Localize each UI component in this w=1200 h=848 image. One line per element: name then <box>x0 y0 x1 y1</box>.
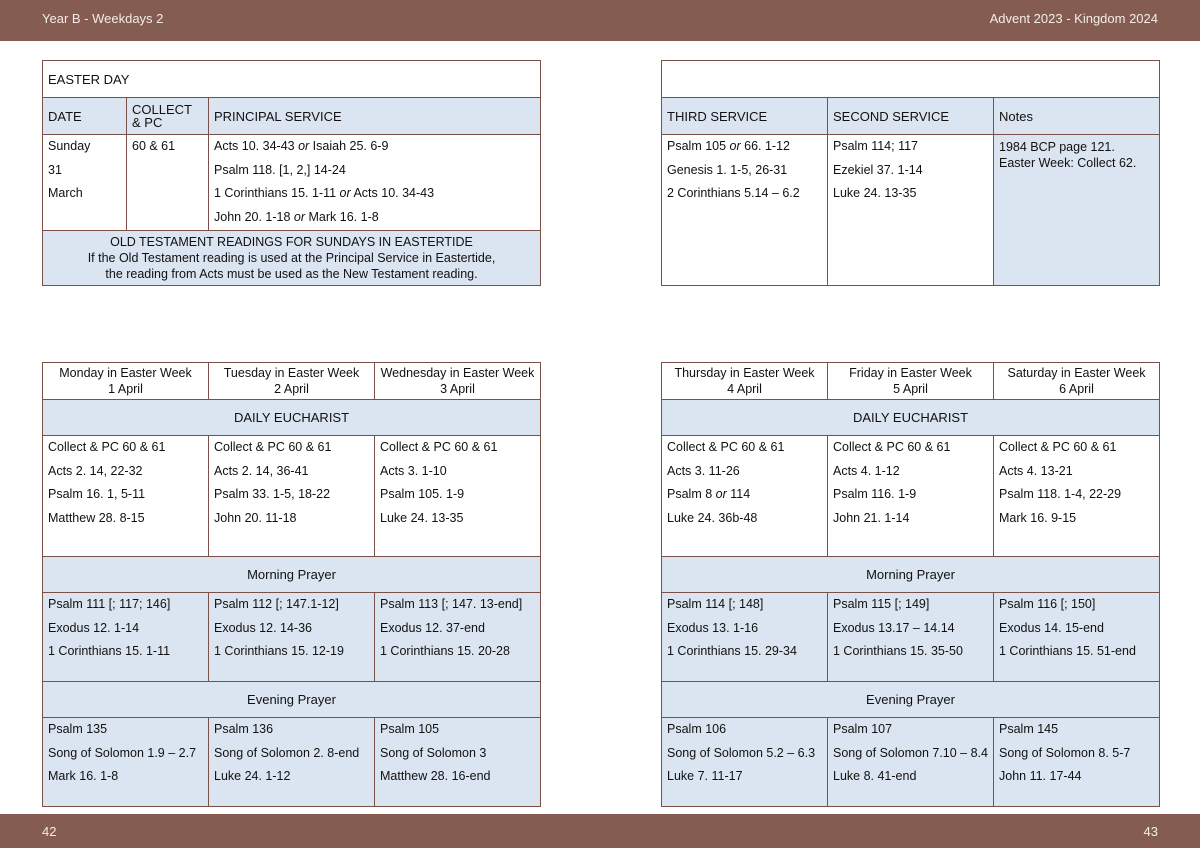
text-line: Psalm 118. [1, 2,] 14-24 <box>214 162 346 177</box>
section-daily-eucharist: DAILY EUCHARIST <box>662 400 1160 436</box>
reading-line: Luke 24. 13-35 <box>833 186 917 200</box>
text-line: Psalm 112 [; 147.1-12] <box>214 597 339 611</box>
eucharist-cell-saturday <box>994 436 1160 557</box>
text-line: OLD TESTAMENT READINGS FOR SUNDAYS IN EASTERTIDE <box>110 235 473 249</box>
text-line: Acts 10. 34-43 <box>214 139 299 153</box>
text-line: Exodus 13. 1-16 <box>667 620 759 635</box>
text-line: Isaiah 25. 6-9 <box>309 139 389 153</box>
reading-line <box>214 159 535 183</box>
text-line: If the Old Testament reading is used at the Principal Service in Eastertide, <box>87 251 496 265</box>
morning-cell-wednesday <box>375 593 541 682</box>
eucharist-cell-thursday <box>662 436 828 557</box>
evening-cell-friday <box>828 718 994 807</box>
header-left-title: Year B - Weekdays 2 <box>42 11 164 26</box>
text-line: Song of Solomon 1.9 – 2.7 <box>48 745 197 760</box>
collect-number: 60 & 61 <box>132 139 176 153</box>
date-weekday: Sunday <box>48 139 91 153</box>
text-line: Acts 2. 14, 22-32 <box>48 463 143 478</box>
reading-line: Psalm 114; 117 <box>833 139 919 153</box>
text-line: or <box>729 139 741 153</box>
page-number-left: 42 <box>42 824 57 839</box>
text-line: Exodus 12. 14-36 <box>214 620 312 635</box>
text-line: or <box>715 487 727 501</box>
text-line: 1 Corinthians 15. 51-end <box>999 644 1136 658</box>
text-line: or <box>293 209 306 224</box>
empty-title-cell <box>662 61 1160 98</box>
text-line: Collect & PC 60 & 61 <box>380 440 498 454</box>
text-line: Psalm 116. 1-9 <box>833 487 917 501</box>
date-day: 31 <box>48 162 62 177</box>
third-service-cell <box>662 135 828 286</box>
text-line: 4 April <box>727 382 762 396</box>
col-second-header: SECOND SERVICE <box>828 98 994 135</box>
text-line: the reading from Acts must be used as the New Testament reading. <box>105 267 478 281</box>
text-line: 66. 1-12 <box>740 139 790 153</box>
day-header-tuesday <box>209 363 375 400</box>
text-line: Psalm 106 <box>667 722 727 736</box>
eucharist-cell-friday <box>828 436 994 557</box>
text-line: Psalm 115 [; 149] <box>833 597 930 611</box>
header-right-title: Advent 2023 - Kingdom 2024 <box>989 11 1158 26</box>
text-line: Psalm 16. 1, 5-11 <box>48 487 146 501</box>
text-line: Genesis 1. 1-5, 26-31 <box>667 162 788 177</box>
text-line: Song of Solomon 5.2 – 6.3 <box>667 745 816 760</box>
text-line: Psalm 107 <box>833 722 893 736</box>
text-line: Luke 8. 41-end <box>833 769 917 783</box>
text-line: Luke 7. 11-17 <box>667 769 743 783</box>
reading-line <box>214 135 535 159</box>
easter-week-table-left <box>42 362 541 807</box>
day-header-friday <box>828 363 994 400</box>
col-notes-header: Notes <box>994 98 1160 135</box>
text-line: Friday in Easter Week <box>849 366 972 380</box>
day-header-wednesday <box>375 363 541 400</box>
text-line: Wednesday in Easter Week <box>380 366 535 380</box>
text-line: Psalm 8 <box>667 487 716 501</box>
text-line: Luke 24. 36b-48 <box>667 510 758 525</box>
text-line: Exodus 13.17 – 14.14 <box>833 620 955 635</box>
text-line: John 11. 17-44 <box>999 769 1082 783</box>
text-line: Psalm 114 [; 148] <box>667 597 764 611</box>
day-header-thursday <box>662 363 828 400</box>
section-daily-eucharist: DAILY EUCHARIST <box>43 400 541 436</box>
text-line: Matthew 28. 16-end <box>380 769 491 783</box>
text-line: Psalm 33. 1-5, 18-22 <box>214 487 331 501</box>
morning-cell-saturday <box>994 593 1160 682</box>
text-line: John 20. 11-18 <box>214 510 297 525</box>
evening-cell-monday <box>43 718 209 807</box>
text-line: Psalm 105 <box>380 722 440 736</box>
text-line: Psalm 116 [; 150] <box>999 597 1096 611</box>
evening-cell-wednesday <box>375 718 541 807</box>
evening-cell-saturday <box>994 718 1160 807</box>
text-line: Psalm 118. 1-4, 22-29 <box>999 487 1122 501</box>
reading-line: Ezekiel 37. 1-14 <box>833 162 923 177</box>
morning-cell-tuesday <box>209 593 375 682</box>
second-service-cell <box>828 135 994 286</box>
evening-cell-tuesday <box>209 718 375 807</box>
text-line: Psalm 135 <box>48 722 108 736</box>
text-line: Acts 10. 34-43 <box>350 186 435 200</box>
text-line: 3 April <box>440 382 475 396</box>
easter-day-table <box>42 60 541 286</box>
text-line: 1984 BCP page 121. <box>999 140 1115 154</box>
col-third-header: THIRD SERVICE <box>662 98 828 135</box>
text-line: Matthew 28. 8-15 <box>48 510 145 525</box>
section-evening-prayer: Evening Prayer <box>43 682 541 718</box>
text-line: Psalm 113 [; 147. 13-end] <box>380 597 523 611</box>
page-number-right: 43 <box>1143 824 1158 839</box>
text-line: or <box>339 186 351 200</box>
footer-band <box>0 814 1200 848</box>
eucharist-cell-monday <box>43 436 209 557</box>
text-line: 6 April <box>1059 382 1094 396</box>
text-line: John 20. 1-18 <box>214 209 294 224</box>
text-line: 1 Corinthians 15. 12-19 <box>214 644 344 658</box>
text-line: 114 <box>726 487 751 501</box>
easter-day-title: EASTER DAY <box>43 61 541 98</box>
text-line: Psalm 145 <box>999 722 1059 736</box>
text-line: Acts 4. 13-21 <box>999 463 1073 478</box>
text-line: Psalm 136 <box>214 722 274 736</box>
text-line: Psalm 105. 1-9 <box>380 487 465 501</box>
section-evening-prayer: Evening Prayer <box>662 682 1160 718</box>
col-principal-header: PRINCIPAL SERVICE <box>209 98 541 135</box>
text-line: Collect & PC 60 & 61 <box>833 440 951 454</box>
text-line: Exodus 12. 37-end <box>380 620 485 635</box>
text-line: Mark 16. 1-8 <box>305 209 379 224</box>
text-line: Monday in Easter Week <box>59 366 192 380</box>
reading-line <box>667 159 822 183</box>
morning-cell-friday <box>828 593 994 682</box>
text-line: 1 Corinthians 15. 20-28 <box>380 644 510 658</box>
text-line: 1 Corinthians 15. 29-34 <box>667 644 797 658</box>
text-line: Acts 3. 1-10 <box>380 463 447 478</box>
text-line: or <box>298 139 310 153</box>
reading-line <box>667 135 822 159</box>
text-line: Tuesday in Easter Week <box>223 366 360 380</box>
text-line: Exodus 12. 1-14 <box>48 620 140 635</box>
section-morning-prayer: Morning Prayer <box>662 557 1160 593</box>
text-line: Saturday in Easter Week <box>1007 366 1146 380</box>
col-date-header: DATE <box>43 98 127 135</box>
text-line: Collect & PC 60 & 61 <box>667 440 785 454</box>
text-line: Exodus 14. 15-end <box>999 620 1104 635</box>
eucharist-cell-wednesday <box>375 436 541 557</box>
text-line: Collect & PC 60 & 61 <box>48 440 166 454</box>
text-line: Easter Week: Collect 62. <box>999 156 1137 170</box>
date-month: March <box>48 186 83 200</box>
easter-date-cell <box>43 135 127 231</box>
text-line: Mark 16. 1-8 <box>48 769 119 783</box>
text-line: Luke 24. 1-12 <box>214 769 291 783</box>
reading-line <box>667 182 822 206</box>
col-collect-header: COLLECT & PC <box>127 98 209 135</box>
text-line: 1 April <box>108 382 143 396</box>
text-line: Psalm 111 [; 117; 146] <box>48 597 171 611</box>
text-line: Psalm 105 <box>667 139 730 153</box>
evening-cell-thursday <box>662 718 828 807</box>
text-line: 1 Corinthians 15. 1-11 <box>214 186 340 200</box>
day-header-saturday <box>994 363 1160 400</box>
day-header-monday <box>43 363 209 400</box>
text-line: Thursday in Easter Week <box>674 366 815 380</box>
reading-line <box>214 206 535 230</box>
text-line: Acts 4. 1-12 <box>833 463 900 478</box>
reading-line <box>214 182 535 206</box>
text-line: Acts 3. 11-26 <box>667 463 740 478</box>
text-line: Luke 24. 13-35 <box>380 510 464 525</box>
notes-cell <box>994 135 1160 286</box>
header-band <box>0 0 1200 41</box>
text-line: 1 Corinthians 15. 35-50 <box>833 644 963 658</box>
text-line: 5 April <box>893 382 928 396</box>
text-line: Collect & PC 60 & 61 <box>999 440 1117 454</box>
text-line: Song of Solomon 3 <box>380 745 487 760</box>
text-line: 1 Corinthians 15. 1-11 <box>48 644 171 658</box>
text-line: Collect & PC 60 & 61 <box>214 440 332 454</box>
section-morning-prayer: Morning Prayer <box>43 557 541 593</box>
eucharist-cell-tuesday <box>209 436 375 557</box>
text-line: Song of Solomon 2. 8-end <box>214 745 360 760</box>
easter-week-table-right <box>661 362 1160 807</box>
text-line: John 21. 1-14 <box>833 510 910 525</box>
text-line: Song of Solomon 8. 5-7 <box>999 745 1131 760</box>
morning-cell-monday <box>43 593 209 682</box>
ot-readings-note <box>43 231 541 286</box>
text-line: 2 Corinthians 5.14 – 6.2 <box>667 186 800 200</box>
text-line: Mark 16. 9-15 <box>999 510 1077 525</box>
morning-cell-thursday <box>662 593 828 682</box>
easter-collect-cell <box>127 135 209 231</box>
easter-day-services-table <box>661 60 1160 286</box>
text-line: Acts 2. 14, 36-41 <box>214 463 309 478</box>
text-line: Song of Solomon 7.10 – 8.4 <box>833 745 988 760</box>
text-line: 2 April <box>274 382 309 396</box>
principal-service-cell <box>209 135 541 231</box>
